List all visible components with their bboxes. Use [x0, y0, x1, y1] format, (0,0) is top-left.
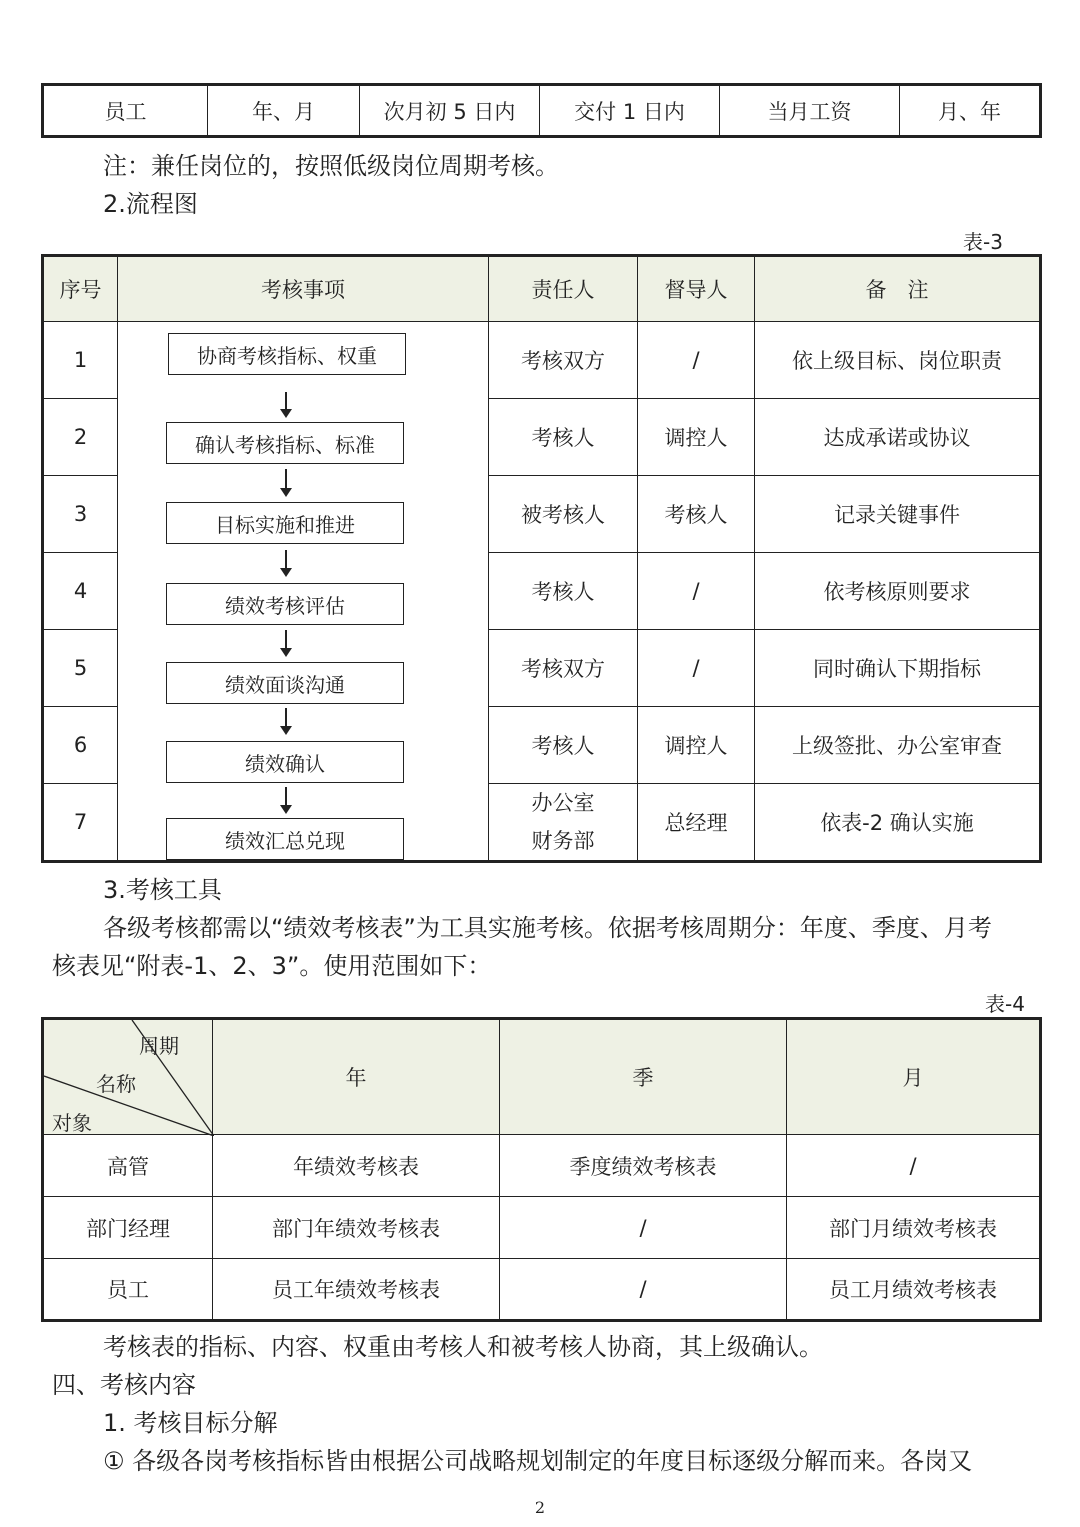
flow-step-box: 绩效面谈沟通 [166, 662, 404, 704]
table-row [43, 1259, 1041, 1321]
supervisor-cell: / [638, 553, 755, 630]
period-table-continued [41, 83, 1042, 138]
owner-line: 办公室 [531, 791, 595, 815]
flow-step-box: 绩效确认 [166, 741, 404, 783]
remark-cell: 依上级目标、岗位职责 [755, 322, 1041, 399]
row-number: 2 [43, 399, 118, 476]
diagonal-header-cell [43, 1019, 213, 1135]
supervisor-cell: 调控人 [638, 399, 755, 476]
row-number: 6 [43, 707, 118, 784]
supervisor-cell: 调控人 [638, 707, 755, 784]
arrow-down-icon [285, 550, 287, 575]
paragraph-text: 核表见“附表-1、2、3”。使用范围如下： [52, 952, 492, 980]
row-number: 3 [43, 476, 118, 553]
arrow-down-icon [285, 392, 287, 416]
row-number: 1 [43, 322, 118, 399]
flow-step-box: 确认考核指标、标准 [166, 422, 404, 464]
corner-label-name: 名称 [96, 1072, 136, 1096]
table-label: 表-3 [963, 230, 1003, 254]
flowchart-cell [118, 322, 489, 862]
supervisor-cell: / [638, 322, 755, 399]
table-row [43, 1197, 1041, 1259]
table-label: 表-4 [985, 992, 1025, 1016]
table-cell: 次月初 5 日内 [360, 85, 540, 137]
supervisor-cell: 总经理 [638, 784, 755, 862]
row-number: 7 [43, 784, 118, 862]
table-cell: 员工 [43, 85, 208, 137]
table-cell: 员工月绩效考核表 [787, 1259, 1041, 1321]
arrow-down-icon [285, 708, 287, 733]
row-label: 员工 [43, 1259, 213, 1321]
paragraph-text: 考核表的指标、内容、权重由考核人和被考核人协商，其上级确认。 [103, 1333, 823, 1361]
table-cell: 部门月绩效考核表 [787, 1197, 1041, 1259]
corner-label-period: 周期 [139, 1034, 179, 1058]
table-cell: 员工年绩效考核表 [213, 1259, 500, 1321]
flow-step-box: 协商考核指标、权重 [168, 333, 406, 375]
remark-cell: 达成承诺或协议 [755, 399, 1041, 476]
row-label: 高管 [43, 1135, 213, 1197]
table-cell: 季度绩效考核表 [500, 1135, 787, 1197]
arrow-down-icon [285, 787, 287, 812]
table-cell: 部门年绩效考核表 [213, 1197, 500, 1259]
row-number: 5 [43, 630, 118, 707]
owner-cell: 考核人 [489, 553, 638, 630]
section-title-flowchart: 2.流程图 [103, 190, 198, 218]
flowchart-table [41, 254, 1042, 863]
flow-step-box: 绩效考核评估 [166, 583, 404, 625]
owner-cell: 考核人 [489, 399, 638, 476]
header-cell: 责任人 [489, 256, 638, 322]
header-cell: 考核事项 [118, 256, 489, 322]
page-number: 2 [534, 1498, 546, 1517]
table-cell: 年绩效考核表 [213, 1135, 500, 1197]
usage-scope-table [41, 1017, 1042, 1322]
header-cell: 备 注 [755, 256, 1041, 322]
owner-line: 财务部 [531, 829, 595, 853]
table-cell: 交付 1 日内 [540, 85, 720, 137]
remark-cell: 依表-2 确认实施 [755, 784, 1041, 862]
header-cell: 督导人 [638, 256, 755, 322]
section-title-content: 四、考核内容 [52, 1371, 196, 1399]
supervisor-cell: 考核人 [638, 476, 755, 553]
owner-cell: 考核人 [489, 707, 638, 784]
paragraph-text: 各级考核都需以“绩效考核表”为工具实施考核。依据考核周期分：年度、季度、月考 [103, 914, 992, 942]
note-text: 注：兼任岗位的，按照低级岗位周期考核。 [103, 152, 559, 180]
table-header-row [43, 1019, 1041, 1135]
corner-label-object: 对象 [52, 1111, 92, 1135]
table-row [43, 1135, 1041, 1197]
row-number: 4 [43, 553, 118, 630]
owner-cell [489, 784, 638, 862]
table-header-row [43, 256, 1041, 322]
remark-cell: 依考核原则要求 [755, 553, 1041, 630]
header-cell: 年 [213, 1019, 500, 1135]
flow-step-box: 目标实施和推进 [166, 502, 404, 544]
table-row [43, 322, 1041, 399]
table-cell: / [500, 1197, 787, 1259]
owner-cell: 被考核人 [489, 476, 638, 553]
supervisor-cell: / [638, 630, 755, 707]
header-cell: 月 [787, 1019, 1041, 1135]
table-cell: 当月工资 [720, 85, 900, 137]
arrow-down-icon [285, 469, 287, 495]
header-cell: 序号 [43, 256, 118, 322]
subsection-title: 1. 考核目标分解 [103, 1409, 278, 1437]
table-cell: / [500, 1259, 787, 1321]
row-label: 部门经理 [43, 1197, 213, 1259]
arrow-down-icon [285, 630, 287, 655]
table-cell: / [787, 1135, 1041, 1197]
flow-step-box: 绩效汇总兑现 [166, 818, 404, 860]
table-cell: 年、月 [208, 85, 360, 137]
remark-cell: 同时确认下期指标 [755, 630, 1041, 707]
table-row [43, 85, 1041, 137]
owner-cell: 考核双方 [489, 322, 638, 399]
section-title-tools: 3.考核工具 [103, 876, 222, 904]
header-cell: 季 [500, 1019, 787, 1135]
remark-cell: 记录关键事件 [755, 476, 1041, 553]
remark-cell: 上级签批、办公室审查 [755, 707, 1041, 784]
owner-cell: 考核双方 [489, 630, 638, 707]
paragraph-text: ① 各级各岗考核指标皆由根据公司战略规划制定的年度目标逐级分解而来。各岗又 [103, 1447, 973, 1475]
table-cell: 月、年 [900, 85, 1041, 137]
